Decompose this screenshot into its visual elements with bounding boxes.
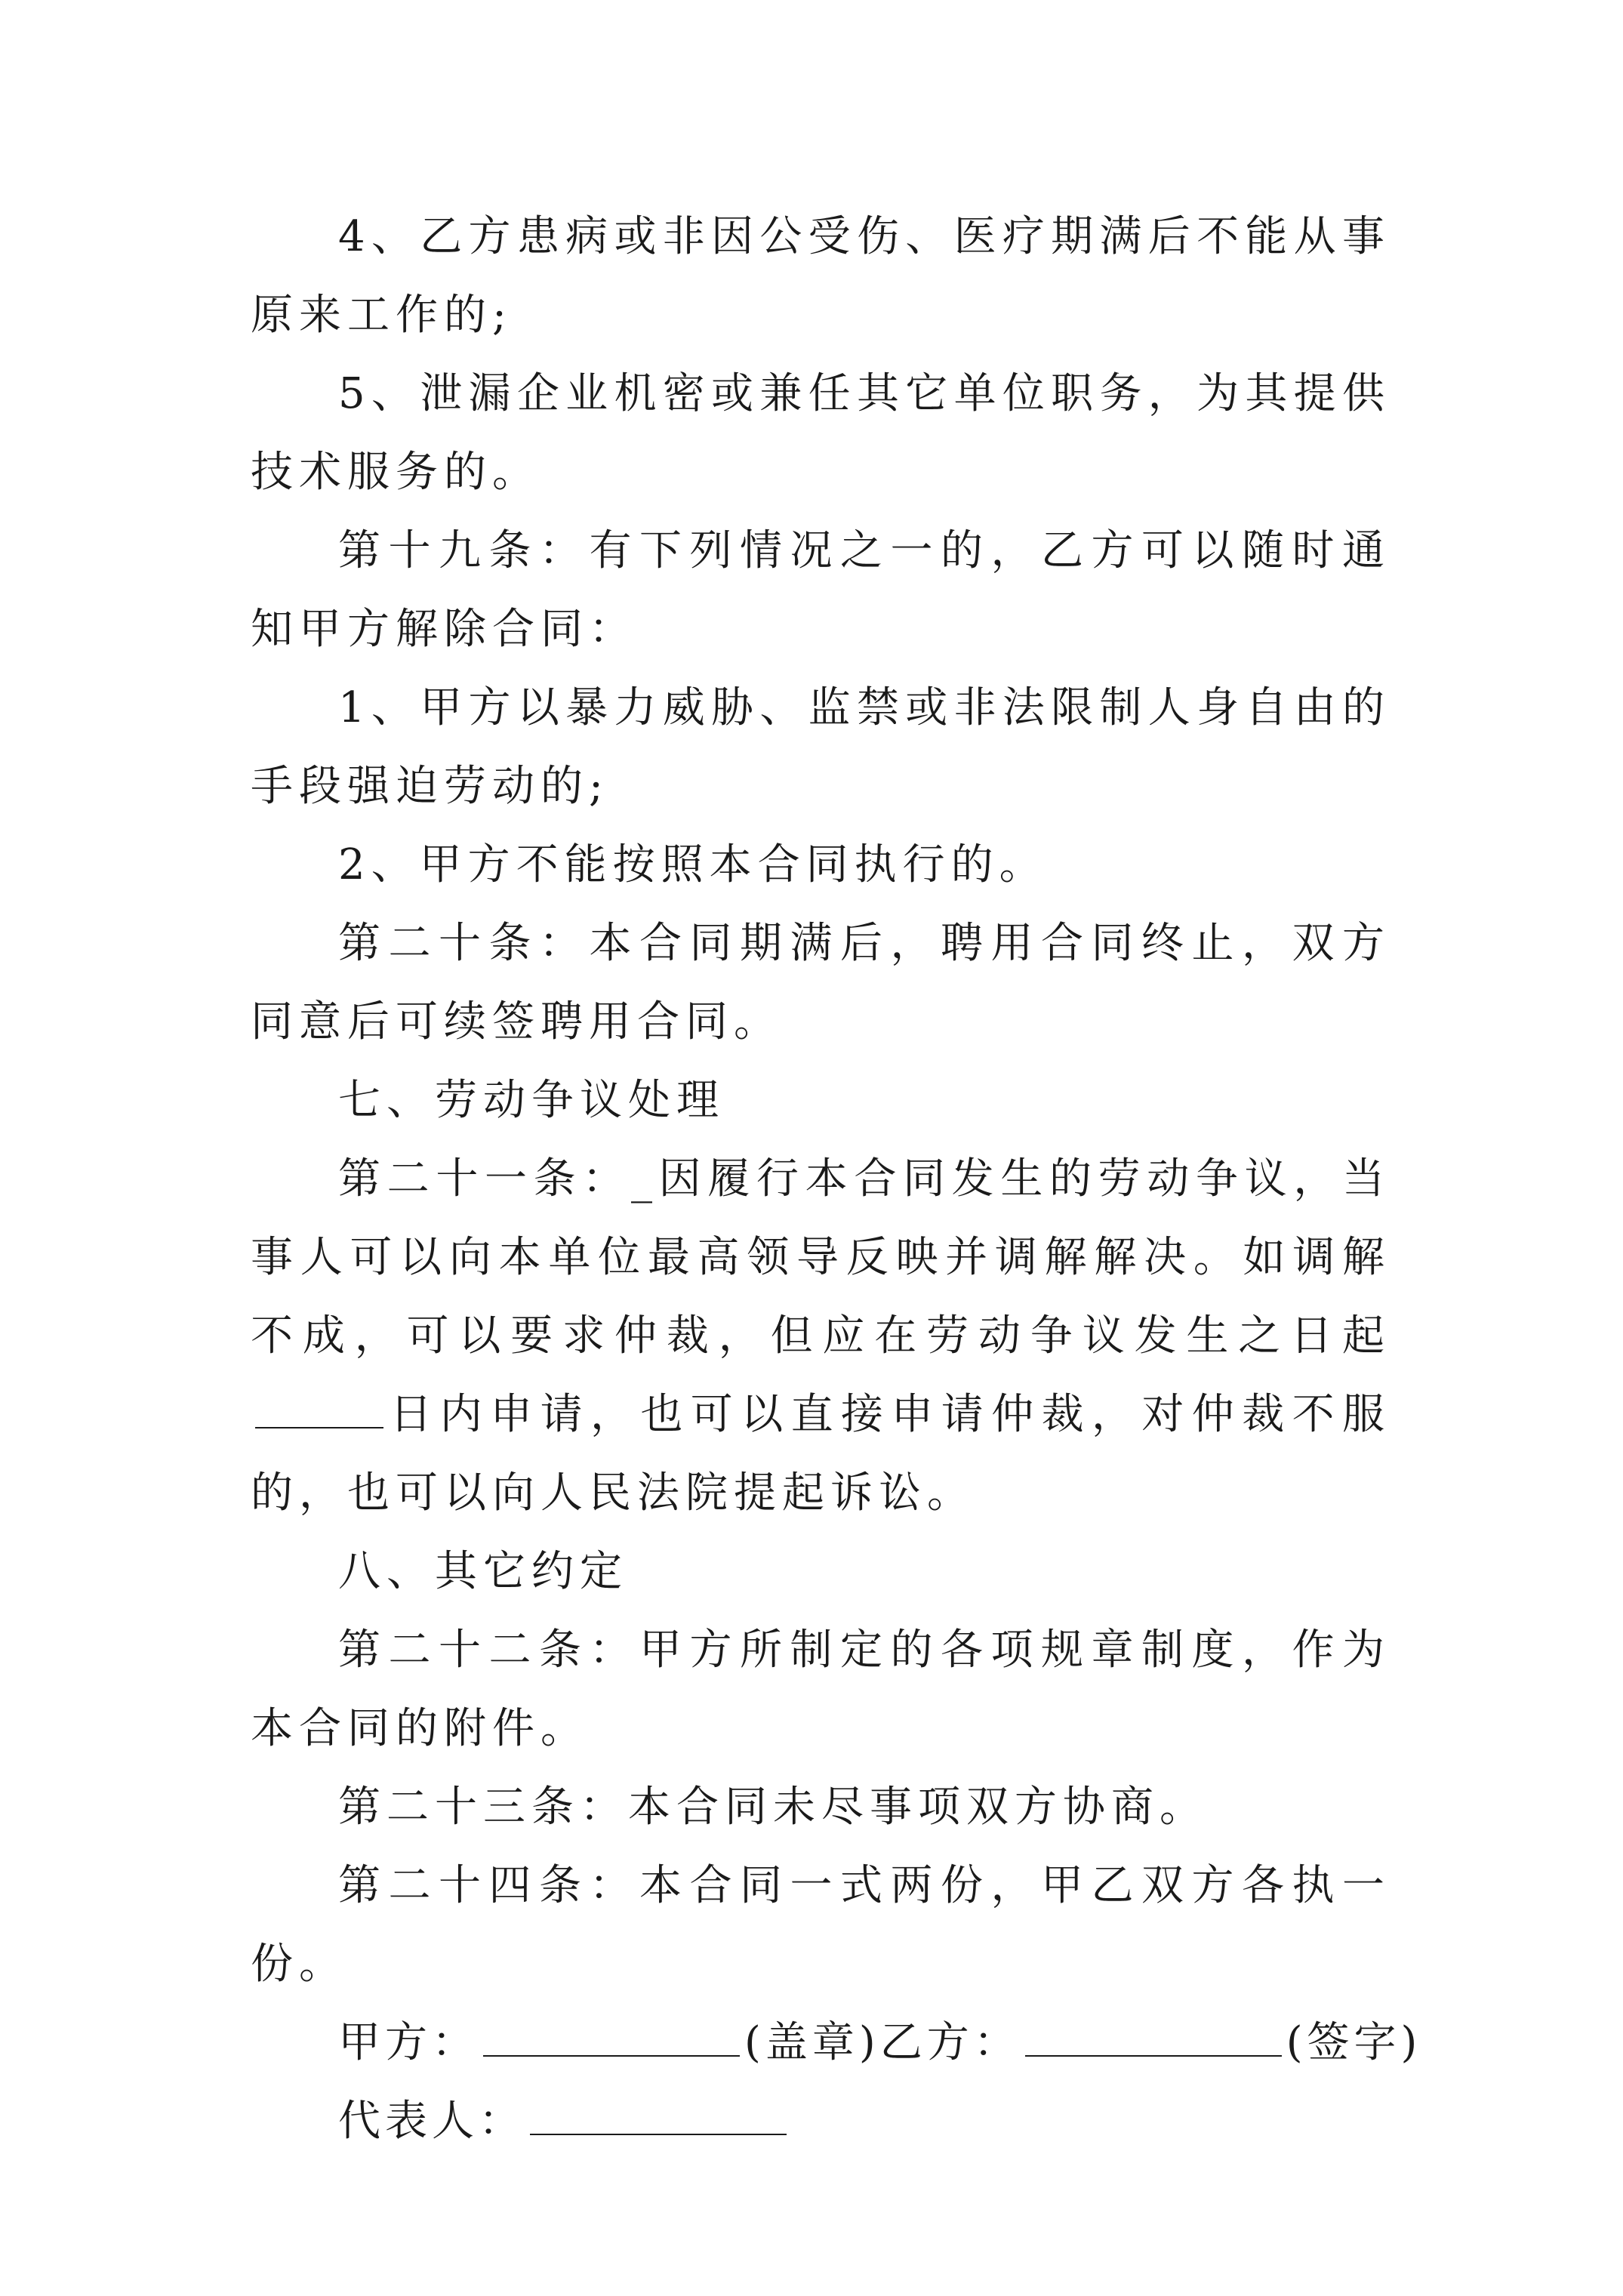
section-8-heading: 八、其它约定 <box>338 1547 628 1596</box>
days-blank <box>255 1385 383 1428</box>
article-22: 第二十二条：甲方所制定的各项规章制度，作为本合同的附件。 <box>251 1626 1390 1753</box>
article-24: 第二十四条：本合同一式两份，甲乙双方各执一份。 <box>251 1861 1390 1989</box>
clause-5: 5、泄漏企业机密或兼任其它单位职务，为其提供技术服务的。 <box>251 369 1390 497</box>
article-19-item-1: 1、甲方以暴力威胁、监禁或非法限制人身自由的手段强迫劳动的; <box>251 683 1390 811</box>
party-a-blank <box>483 2013 740 2057</box>
party-b-blank <box>1025 2013 1282 2057</box>
article-21-text-end: 日内申请，也可以直接申请仲裁，对仲裁不服的，也可以向人民法院提起诉讼。 <box>251 1390 1390 1518</box>
representative-label: 代表人： <box>338 2097 525 2146</box>
article-19: 第十九条：有下列情况之一的，乙方可以随时通知甲方解除合同： <box>251 526 1390 654</box>
party-a-suffix: (盖章) <box>744 2018 880 2067</box>
article-21 <box>251 1140 1390 1533</box>
representative-line <box>251 2082 1390 2161</box>
article-19-item-2: 2、甲方不能按照本合同执行的。 <box>338 840 1048 889</box>
section-7-heading: 七、劳动争议处理 <box>338 1076 725 1125</box>
signature-line <box>251 2004 1422 2082</box>
representative-blank <box>530 2091 787 2135</box>
clause-4: 4、乙方患病或非因公受伤、医疗期满后不能从事原来工作的; <box>251 212 1390 340</box>
party-b-suffix: (签字) <box>1286 2018 1422 2067</box>
party-b-label: 乙方： <box>879 2018 1021 2067</box>
party-a-label: 甲方： <box>338 2018 479 2067</box>
article-23: 第二十三条：本合同未尽事项双方协商。 <box>338 1783 1208 1832</box>
document-body <box>251 198 1422 2161</box>
article-20: 第二十条：本合同期满后，聘用合同终止，双方同意后可续签聘用合同。 <box>251 919 1390 1046</box>
article-21-text-start: 第二十一条：_因履行本合同发生的劳动争议，当事人可以向本单位最高领导反映并调解解决。如调解不成，可以要求仲裁，但应在劳动争议发生之日起 <box>251 1154 1390 1361</box>
